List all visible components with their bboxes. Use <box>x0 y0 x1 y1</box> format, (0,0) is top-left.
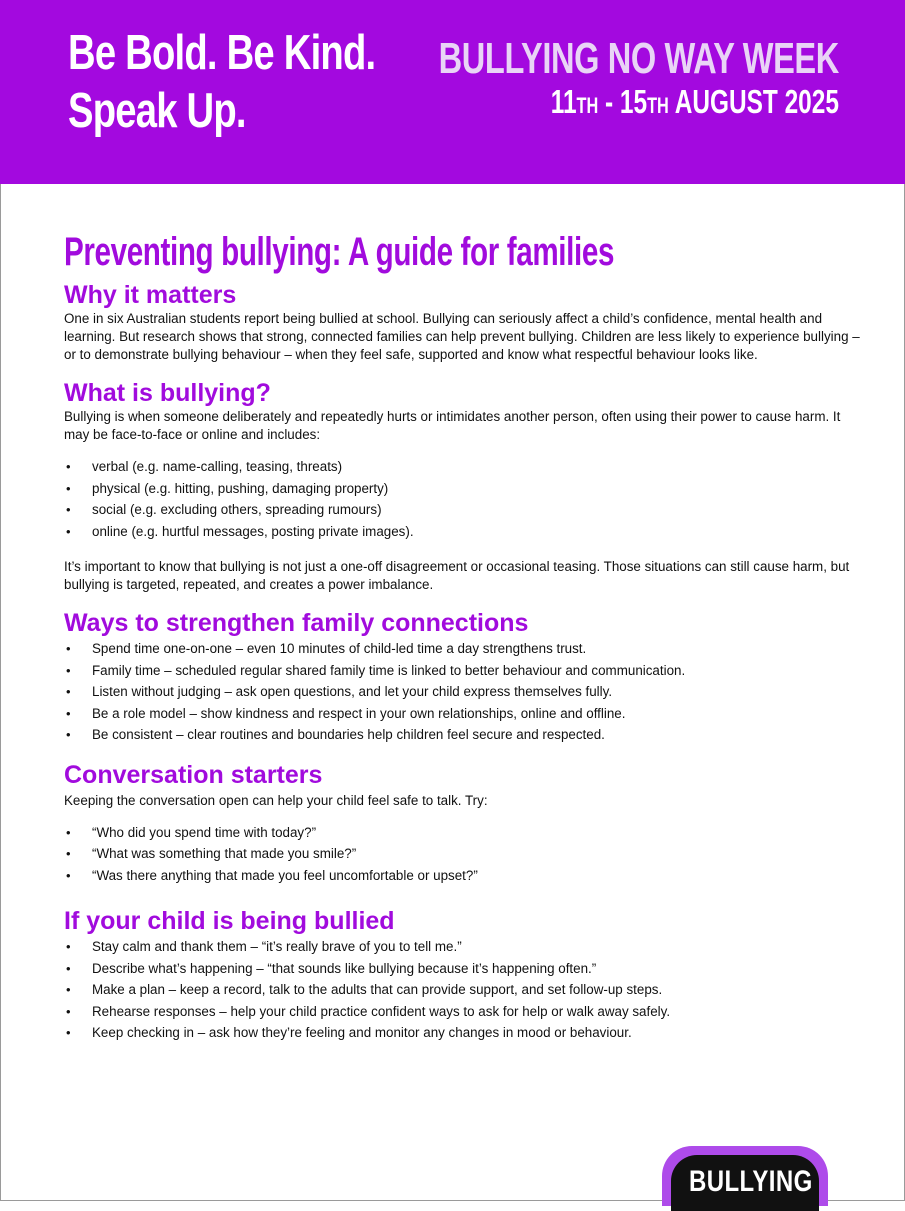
section-heading: Why it matters <box>64 281 237 309</box>
section-if-bullied <box>64 906 864 1044</box>
list-item: • “Who did you spend time with today?” <box>64 822 864 844</box>
list-item: • Be a role model – show kindness and respect in your own relationships, online and offline. <box>64 703 864 725</box>
bullet-list <box>64 822 864 887</box>
section-heading: What is bullying? <box>64 379 271 407</box>
dates-suffix-1: TH <box>576 93 599 118</box>
paragraph: Keeping the conversation open can help your child feel safe to talk. Try: <box>64 792 488 808</box>
section-ways-to-strengthen <box>64 608 864 746</box>
bullet-list <box>64 638 864 746</box>
list-item: • “Was there anything that made you feel uncomfortable or upset?” <box>64 865 864 887</box>
paragraph: One in six Australian students report being bullied at school. Bullying can seriously affect a child’s confidence, mental health and learning. But research shows that strong, connected families can help prevent bullying. Children are less likely to experience bullying – or to demonstrate bullying behaviour – when they feel safe, supported and know what respectful behaviour looks like. <box>64 311 860 362</box>
list-item: • Be consistent – clear routines and boundaries help children feel secure and respected. <box>64 724 864 746</box>
list-item: • physical (e.g. hitting, pushing, damaging property) <box>64 478 864 500</box>
tagline-line-1: Be Bold. Be Kind. <box>68 26 376 80</box>
list-item: • online (e.g. hurtful messages, posting private images). <box>64 521 864 543</box>
dates-month-year: AUGUST 2025 <box>668 83 839 120</box>
bullet-list <box>64 936 864 1044</box>
event-dates <box>439 82 839 126</box>
section-heading: Ways to strengthen family connections <box>64 609 529 637</box>
logo-text: BULLYING <box>689 1165 813 1198</box>
document-body <box>64 226 864 1044</box>
section-why-it-matters <box>64 280 864 364</box>
bullying-no-way-logo <box>662 1146 828 1206</box>
list-item: • verbal (e.g. name-calling, teasing, threats) <box>64 456 864 478</box>
document-title: Preventing bullying: A guide for families <box>64 230 615 274</box>
event-name: BULLYING NO WAY WEEK <box>438 34 839 83</box>
logo-badge <box>671 1155 819 1211</box>
list-item: • Describe what’s happening – “that sounds like bullying because it’s happening often.” <box>64 958 864 980</box>
list-item: • Stay calm and thank them – “it’s really brave of you to tell me.” <box>64 936 864 958</box>
dates-day-start: 11 <box>550 83 577 120</box>
paragraph: It’s important to know that bullying is not just a one-off disagreement or occasional teasing. Those situations can still cause harm, but bullying is targeted, repeated, and creates a power imbalance. <box>64 559 850 592</box>
section-conversation-starters <box>64 760 864 887</box>
section-heading: Conversation starters <box>64 760 323 789</box>
section-heading: If your child is being bullied <box>64 907 395 935</box>
tagline-line-2: Speak Up. <box>68 84 246 138</box>
list-item: • social (e.g. excluding others, spreading rumours) <box>64 499 864 521</box>
dates-day-end: - 15 <box>598 83 648 120</box>
list-item: • Keep checking in – ask how they’re feeling and monitor any changes in mood or behaviour. <box>64 1022 864 1044</box>
tagline <box>68 24 375 140</box>
event-info <box>439 36 839 126</box>
bullet-list <box>64 456 864 542</box>
paragraph: Bullying is when someone deliberately and repeatedly hurts or intimidates another person, often using their power to cause harm. It may be face-to-face or online and includes: <box>64 409 841 442</box>
section-what-is-bullying <box>64 378 864 594</box>
list-item: • Family time – scheduled regular shared family time is linked to better behaviour and communication. <box>64 660 864 682</box>
list-item: • Rehearse responses – help your child practice confident ways to ask for help or walk away safely. <box>64 1001 864 1023</box>
dates-suffix-2: TH <box>647 93 669 118</box>
list-item: • “What was something that made you smile?” <box>64 843 864 865</box>
list-item: • Listen without judging – ask open questions, and let your child express themselves fully. <box>64 681 864 703</box>
list-item: • Make a plan – keep a record, talk to the adults that can provide support, and set follow-up steps. <box>64 979 864 1001</box>
header-banner <box>0 0 905 184</box>
list-item: • Spend time one-on-one – even 10 minutes of child-led time a day strengthens trust. <box>64 638 864 660</box>
